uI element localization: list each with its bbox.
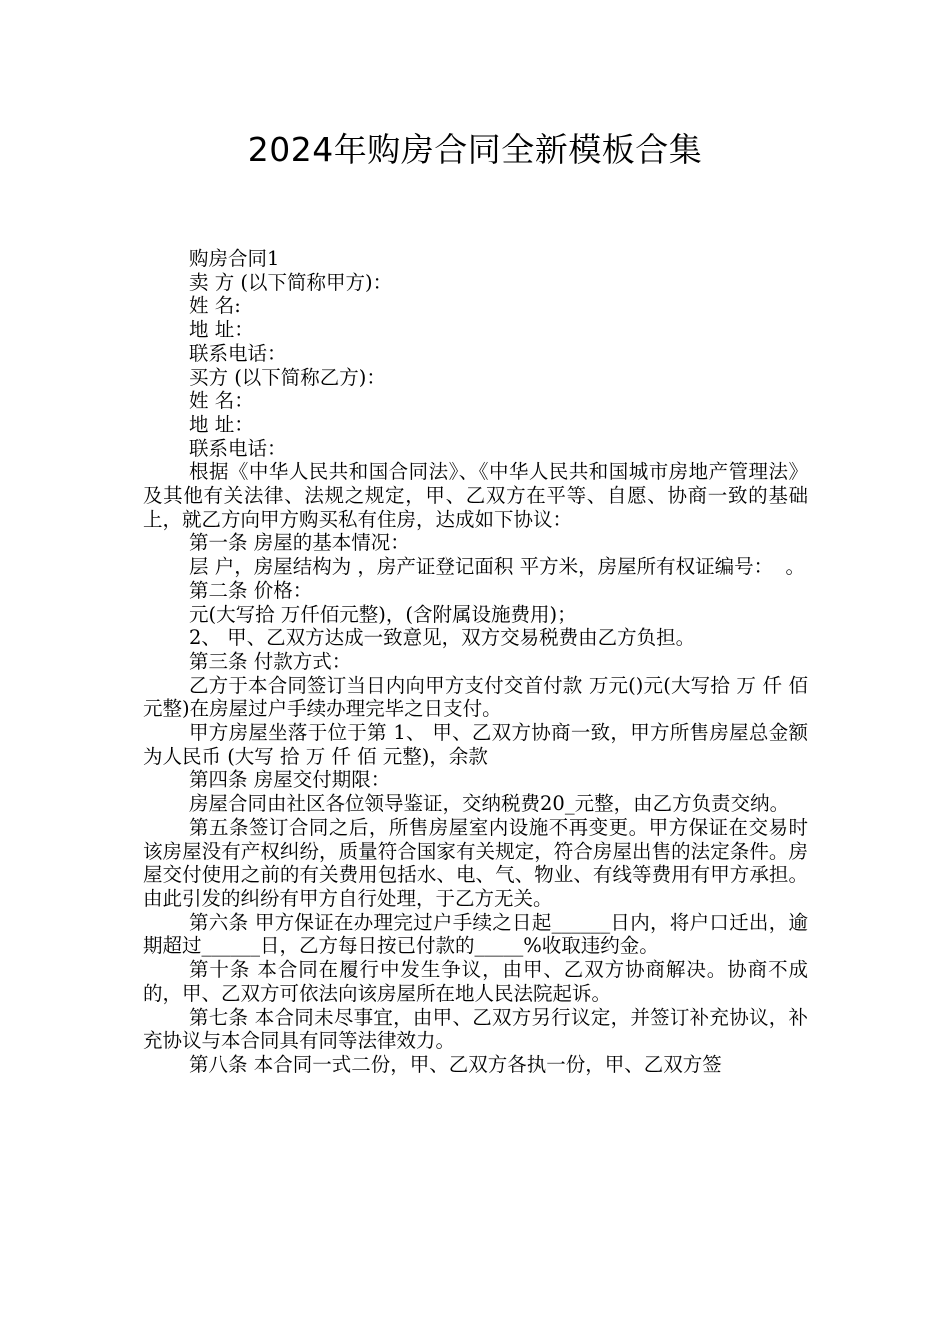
article-1-body: 层 户，房屋结构为 ，房产证登记面积 平方米，房屋所有权证编号： 。 bbox=[189, 555, 805, 579]
article-8-body: 第八条 本合同一式二份，甲、乙双方各执一份，甲、乙双方签 bbox=[189, 1052, 722, 1076]
seller-address-field: 地 址： bbox=[189, 318, 254, 342]
article-4-heading: 第四条 房屋交付期限： bbox=[189, 768, 391, 792]
article-4-body: 房屋合同由社区各位领导鉴证，交纳税费20_元整，由乙方负责交纳。 bbox=[189, 792, 790, 816]
seller-phone-field: 联系电话： bbox=[189, 341, 287, 365]
article-7-body: 第七条 本合同未尽事宜，由甲、乙双方另行议定，并签订补充协议，补充协议与本合同具有同等法律效力。 bbox=[143, 1005, 808, 1053]
seller-label: 卖 方 (以下简称甲方)： bbox=[189, 270, 393, 294]
preamble-paragraph: 根据《中华人民共和国合同法》、《中华人民共和国城市房地产管理法》及其他有关法律、法规之规定，甲、乙双方在平等、自愿、协商一致的基础上，就乙方向甲方购买私有住房，达成如下协议： bbox=[143, 460, 808, 531]
article-3-total: 甲方房屋坐落于位于第 1、 甲、乙双方协商一致，甲方所售房屋总金额为人民币 (大写 拾 万 仟 佰 元整)，余款 bbox=[143, 721, 808, 768]
article-3-payment: 乙方于本合同签订当日内向甲方支付交首付款 万元()元(大写拾 万 仟 佰 元整)在房屋过户手续办理完毕之日支付。 bbox=[143, 673, 815, 721]
buyer-phone-field: 联系电话： bbox=[189, 436, 287, 460]
article-5-body: 第五条签订合同之后，所售房屋室内设施不再变更。甲方保证在交易时该房屋没有产权纠纷，质量符合国家有关规定，符合房屋出售的法定条件。房屋交付使用之前的有关费用包括水、电、气、物业、有线等费用有甲方承担。由此引发的纠纷有甲方自行处理，于乙方无关。 bbox=[143, 815, 808, 910]
seller-name-field: 姓 名: bbox=[189, 294, 241, 318]
article-2-heading: 第二条 价格： bbox=[189, 578, 313, 602]
document-title: 2024年购房合同全新模板合集 bbox=[247, 130, 703, 169]
article-3-heading: 第三条 付款方式： bbox=[189, 649, 352, 673]
article-2-taxes: 2、 甲、乙双方达成一致意见，双方交易税费由乙方负担。 bbox=[189, 626, 696, 650]
buyer-label: 买方 (以下简称乙方)： bbox=[189, 365, 386, 389]
article-10-body: 第十条 本合同在履行中发生争议，由甲、乙双方协商解决。协商不成的，甲、乙双方可依法向该房屋所在地人民法院起诉。 bbox=[143, 958, 808, 1005]
document-body bbox=[143, 247, 815, 1077]
contract-heading: 购房合同1 bbox=[189, 247, 280, 270]
buyer-address-field: 地 址： bbox=[189, 412, 254, 436]
buyer-name-field: 姓 名： bbox=[189, 389, 254, 413]
article-2-price: 元(大写拾 万仟佰元整)，(含附属设施费用)； bbox=[189, 602, 577, 626]
article-6-body: 第六条 甲方保证在办理完过户手续之日起______日内，将户口迁出，逾期超过______日，乙方每日按已付款的_____%收取违约金。 bbox=[143, 910, 808, 958]
article-1-heading: 第一条 房屋的基本情况： bbox=[189, 531, 410, 555]
